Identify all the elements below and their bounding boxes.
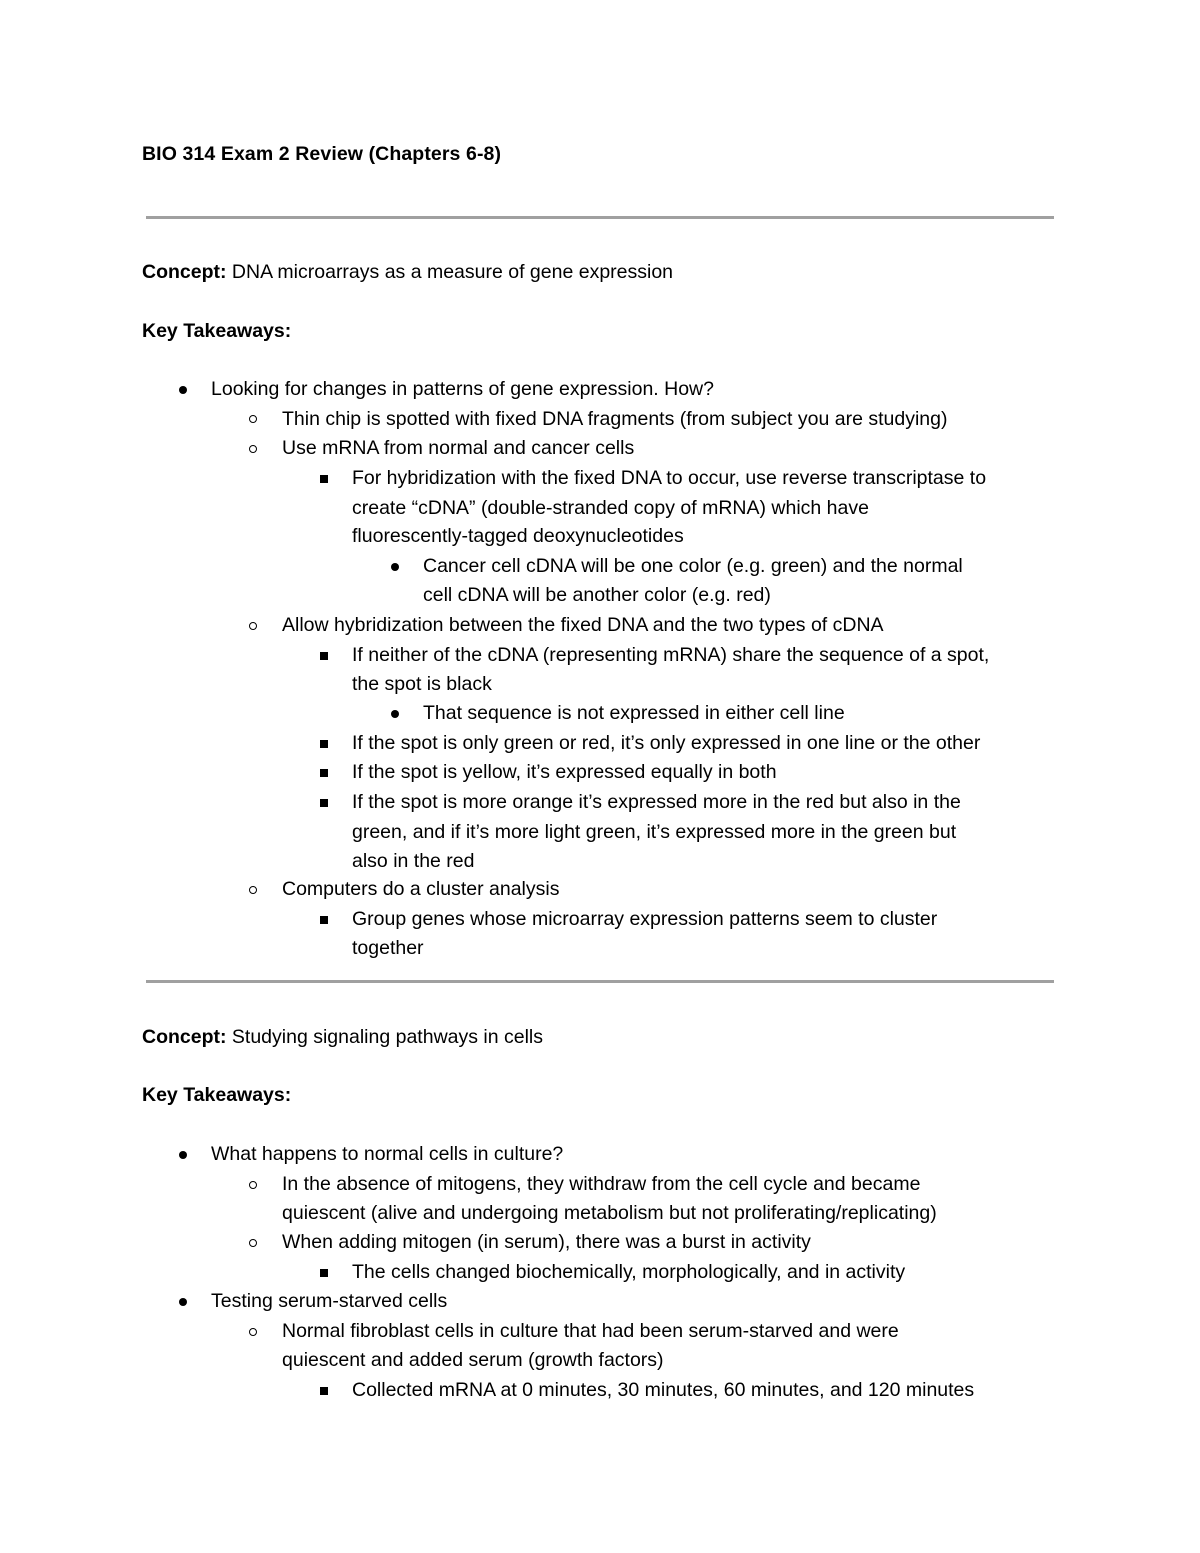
list-item: In the absence of mitogens, they withdraw from the cell cycle and became (282, 1173, 921, 1195)
list-item: Collected mRNA at 0 minutes, 30 minutes, 60 minutes, and 120 minutes (352, 1379, 975, 1401)
bullet-circle-icon (249, 415, 257, 423)
bullet-circle-icon (249, 1239, 257, 1247)
list-item: What happens to normal cells in culture? (211, 1143, 564, 1165)
bullet-disc-icon (179, 1151, 187, 1159)
list-item: The cells changed biochemically, morphologically, and in activity (352, 1261, 906, 1283)
list-item: If neither of the cDNA (representing mRNA) share the sequence of a spot, (352, 644, 990, 666)
bullet-square-icon (320, 740, 328, 748)
bullet-square-icon (320, 916, 328, 924)
concept-line (142, 1023, 543, 1053)
bullet-circle-icon (249, 445, 257, 453)
concept-text: Studying signaling pathways in cells (226, 1026, 544, 1048)
list-item: Looking for changes in patterns of gene expression. How? (211, 378, 714, 400)
bullet-disc-icon (391, 563, 399, 571)
list-item: If the spot is only green or red, it’s only expressed in one line or the other (352, 732, 981, 754)
list-item: Thin chip is spotted with fixed DNA fragments (from subject you are studying) (282, 408, 948, 430)
list-item-continuation: quiescent and added serum (growth factors) (282, 1349, 664, 1371)
list-item-continuation: also in the red (352, 850, 475, 872)
bullet-circle-icon (249, 622, 257, 630)
concept-line (142, 258, 673, 288)
list-item: Use mRNA from normal and cancer cells (282, 437, 635, 459)
list-item-continuation: fluorescently-tagged deoxynucleotides (352, 525, 684, 547)
list-item: Computers do a cluster analysis (282, 878, 560, 900)
list-item: When adding mitogen (in serum), there was a burst in activity (282, 1231, 811, 1253)
key-takeaways-heading: Key Takeaways: (142, 1084, 292, 1106)
horizontal-divider (146, 980, 1054, 983)
list-item-continuation: cell cDNA will be another color (e.g. red) (423, 584, 771, 606)
bullet-square-icon (320, 799, 328, 807)
list-item-continuation: create “cDNA” (double-stranded copy of mRNA) which have (352, 497, 869, 519)
bullet-square-icon (320, 1269, 328, 1277)
list-item: For hybridization with the fixed DNA to occur, use reverse transcriptase to (352, 467, 987, 489)
key-takeaways-heading: Key Takeaways: (142, 320, 292, 342)
document-title: BIO 314 Exam 2 Review (Chapters 6-8) (142, 143, 502, 165)
list-item: If the spot is yellow, it’s expressed equally in both (352, 761, 777, 783)
bullet-circle-icon (249, 1328, 257, 1336)
concept-label: Concept: (142, 1026, 227, 1048)
bullet-square-icon (320, 652, 328, 660)
list-item: Group genes whose microarray expression patterns seem to cluster (352, 908, 938, 930)
list-item: That sequence is not expressed in either cell line (423, 702, 845, 724)
horizontal-divider (146, 216, 1054, 219)
list-item: If the spot is more orange it’s expressed more in the red but also in the (352, 791, 961, 813)
bullet-square-icon (320, 475, 328, 483)
list-item-continuation: green, and if it’s more light green, it’s expressed more in the green but (352, 821, 957, 843)
list-item: Testing serum-starved cells (211, 1290, 448, 1312)
bullet-square-icon (320, 1387, 328, 1395)
bullet-disc-icon (179, 386, 187, 394)
list-item-continuation: quiescent (alive and undergoing metabolism but not proliferating/replicating) (282, 1202, 937, 1224)
bullet-square-icon (320, 769, 328, 777)
list-item: Allow hybridization between the fixed DNA and the two types of cDNA (282, 614, 884, 636)
list-item: Normal fibroblast cells in culture that had been serum-starved and were (282, 1320, 899, 1342)
list-item: Cancer cell cDNA will be one color (e.g. green) and the normal (423, 555, 963, 577)
bullet-circle-icon (249, 886, 257, 894)
list-item-continuation: together (352, 937, 424, 959)
concept-label: Concept: (142, 261, 227, 283)
concept-text: DNA microarrays as a measure of gene expression (226, 261, 674, 283)
bullet-disc-icon (391, 710, 399, 718)
bullet-circle-icon (249, 1181, 257, 1189)
list-item-continuation: the spot is black (352, 673, 492, 695)
bullet-disc-icon (179, 1298, 187, 1306)
